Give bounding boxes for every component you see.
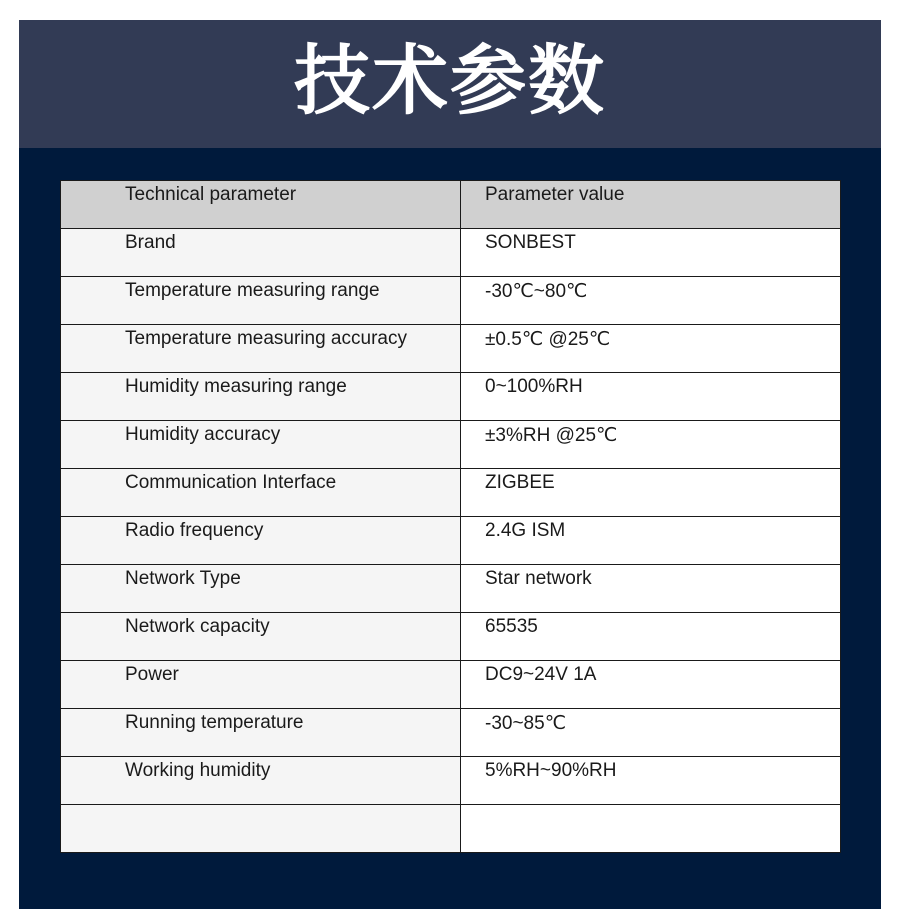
column-header-value: Parameter value <box>461 181 841 229</box>
table-row <box>61 325 841 373</box>
table-row <box>61 757 841 805</box>
table-header-row <box>61 181 841 229</box>
table-row <box>61 469 841 517</box>
value-cell: 65535 <box>461 613 841 661</box>
table-row <box>61 661 841 709</box>
parameter-cell <box>61 805 461 853</box>
value-cell: ZIGBEE <box>461 469 841 517</box>
value-cell: Star network <box>461 565 841 613</box>
table-row <box>61 373 841 421</box>
table-row <box>61 709 841 757</box>
table-row <box>61 277 841 325</box>
table-row <box>61 229 841 277</box>
parameter-cell: Temperature measuring accuracy <box>61 325 461 373</box>
parameter-cell: Working humidity <box>61 757 461 805</box>
value-cell: DC9~24V 1A <box>461 661 841 709</box>
parameter-cell: Temperature measuring range <box>61 277 461 325</box>
value-cell: 2.4G ISM <box>461 517 841 565</box>
title-banner <box>19 20 881 148</box>
table-row <box>61 517 841 565</box>
parameter-cell: Humidity accuracy <box>61 421 461 469</box>
parameter-cell: Radio frequency <box>61 517 461 565</box>
table-row <box>61 613 841 661</box>
spec-table <box>60 180 841 853</box>
table-row <box>61 421 841 469</box>
parameter-cell: Power <box>61 661 461 709</box>
column-header-parameter: Technical parameter <box>61 181 461 229</box>
value-cell: 0~100%RH <box>461 373 841 421</box>
value-cell <box>461 805 841 853</box>
parameter-cell: Network Type <box>61 565 461 613</box>
value-cell: 5%RH~90%RH <box>461 757 841 805</box>
parameter-cell: Network capacity <box>61 613 461 661</box>
parameter-cell: Running temperature <box>61 709 461 757</box>
parameter-cell: Communication Interface <box>61 469 461 517</box>
value-cell: SONBEST <box>461 229 841 277</box>
table-row <box>61 565 841 613</box>
page-title: 技术参数 <box>294 36 606 125</box>
table-row-empty <box>61 805 841 853</box>
value-cell: ±0.5℃ @25℃ <box>461 325 841 373</box>
value-cell: -30~85℃ <box>461 709 841 757</box>
value-cell: -30℃~80℃ <box>461 277 841 325</box>
value-cell: ±3%RH @25℃ <box>461 421 841 469</box>
parameter-cell: Humidity measuring range <box>61 373 461 421</box>
parameter-cell: Brand <box>61 229 461 277</box>
